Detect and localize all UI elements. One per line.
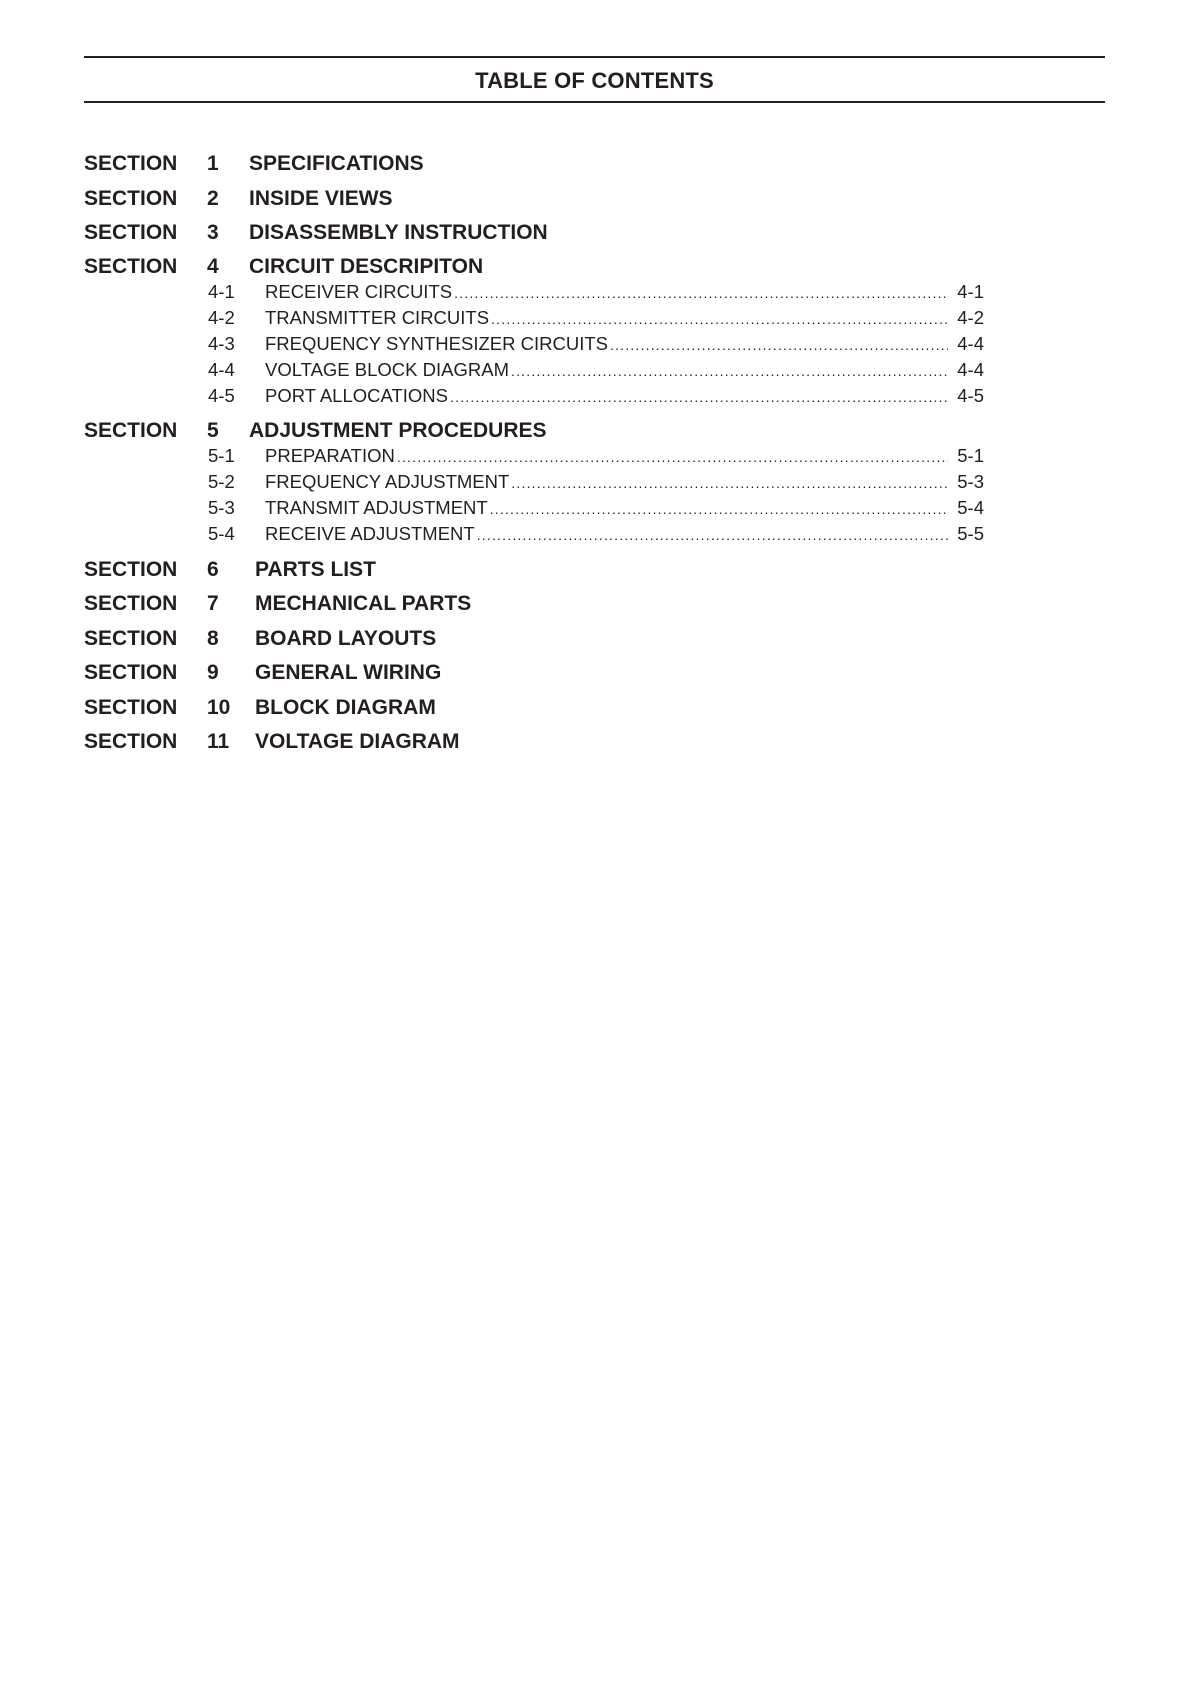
section-name: VOLTAGE DIAGRAM: [255, 730, 460, 753]
page-title: TABLE OF CONTENTS: [475, 68, 714, 93]
section-name: SPECIFICATIONS: [249, 152, 424, 175]
section-word: SECTION: [84, 661, 178, 684]
subsection-page: 4-4: [957, 333, 984, 354]
section-number: 10: [207, 696, 231, 719]
section-number: 2: [207, 187, 219, 210]
dot-leader: [490, 497, 948, 521]
section-name: DISASSEMBLY INSTRUCTION: [249, 221, 548, 244]
subsection-name: FREQUENCY ADJUSTMENT: [265, 471, 510, 492]
section-number: 3: [207, 221, 219, 244]
dot-leader: [610, 333, 948, 357]
subsection-name: PORT ALLOCATIONS: [265, 385, 449, 406]
toc-subsection-5-2[interactable]: [208, 470, 984, 494]
subsection-number: 4-2: [208, 307, 235, 328]
toc-subsection-5-4[interactable]: [208, 522, 984, 546]
subsection-page: 4-5: [957, 385, 984, 406]
section-word: SECTION: [84, 592, 178, 615]
section-word: SECTION: [84, 627, 178, 650]
section-number: 1: [207, 152, 219, 175]
toc-subsection-4-5[interactable]: [208, 384, 984, 408]
section-word: SECTION: [84, 696, 178, 719]
dot-leader: [511, 471, 948, 495]
section-number: 4: [207, 255, 219, 278]
dot-leader: [454, 281, 948, 305]
toc-subsection-5-1[interactable]: [208, 444, 984, 468]
subsection-name: RECEIVER CIRCUITS: [265, 281, 453, 302]
subsection-name: VOLTAGE BLOCK DIAGRAM: [265, 359, 509, 380]
dot-leader: [491, 307, 948, 331]
toc-subsection-5-3[interactable]: [208, 496, 984, 520]
subsection-name: RECEIVE ADJUSTMENT: [265, 523, 475, 544]
section-number: 6: [207, 558, 219, 581]
subsection-name: FREQUENCY SYNTHESIZER CIRCUITS: [265, 333, 608, 354]
subsection-number: 5-2: [208, 471, 235, 492]
subsection-page: 5-1: [957, 445, 984, 466]
subsection-number: 5-1: [208, 445, 235, 466]
dot-leader: [477, 523, 948, 547]
subsection-name: TRANSMIT ADJUSTMENT: [265, 497, 488, 518]
section-name: PARTS LIST: [255, 558, 376, 581]
subsection-number: 4-3: [208, 333, 235, 354]
section-name: MECHANICAL PARTS: [255, 592, 472, 615]
section-name: INSIDE VIEWS: [249, 187, 393, 210]
section-number: 5: [207, 419, 219, 442]
subsection-page: 4-1: [957, 281, 984, 302]
section-word: SECTION: [84, 558, 178, 581]
subsection-page: 5-4: [957, 497, 984, 518]
subsection-number: 4-1: [208, 281, 235, 302]
section-name: BLOCK DIAGRAM: [255, 696, 436, 719]
title-top-rule: [84, 56, 1105, 58]
subsection-name: PREPARATION: [265, 445, 395, 466]
section-word: SECTION: [84, 419, 178, 442]
section-number: 7: [207, 592, 219, 615]
toc-subsection-4-1[interactable]: [208, 280, 984, 304]
section-name: BOARD LAYOUTS: [255, 627, 437, 650]
subsection-page: 5-3: [957, 471, 984, 492]
section-word: SECTION: [84, 187, 178, 210]
section-number: 11: [207, 730, 230, 753]
toc-subsection-4-4[interactable]: [208, 358, 984, 382]
toc-subsection-4-2[interactable]: [208, 306, 984, 330]
dot-leader: [511, 359, 948, 383]
title-bottom-rule: [84, 101, 1105, 103]
section-word: SECTION: [84, 730, 178, 753]
section-number: 8: [207, 627, 219, 650]
section-name: GENERAL WIRING: [255, 661, 442, 684]
subsection-number: 5-4: [208, 523, 235, 544]
subsection-number: 4-5: [208, 385, 235, 406]
subsection-number: 5-3: [208, 497, 235, 518]
toc-subsection-4-3[interactable]: [208, 332, 984, 356]
section-word: SECTION: [84, 255, 178, 278]
dot-leader: [397, 445, 948, 469]
section-number: 9: [207, 661, 219, 684]
section-name: CIRCUIT DESCRIPITON: [249, 255, 484, 278]
dot-leader: [450, 385, 948, 409]
section-word: SECTION: [84, 152, 178, 175]
subsection-page: 4-4: [957, 359, 984, 380]
section-word: SECTION: [84, 221, 178, 244]
subsection-page: 5-5: [957, 523, 984, 544]
subsection-page: 4-2: [957, 307, 984, 328]
subsection-name: TRANSMITTER CIRCUITS: [265, 307, 490, 328]
subsection-number: 4-4: [208, 359, 235, 380]
section-name: ADJUSTMENT PROCEDURES: [249, 419, 547, 442]
